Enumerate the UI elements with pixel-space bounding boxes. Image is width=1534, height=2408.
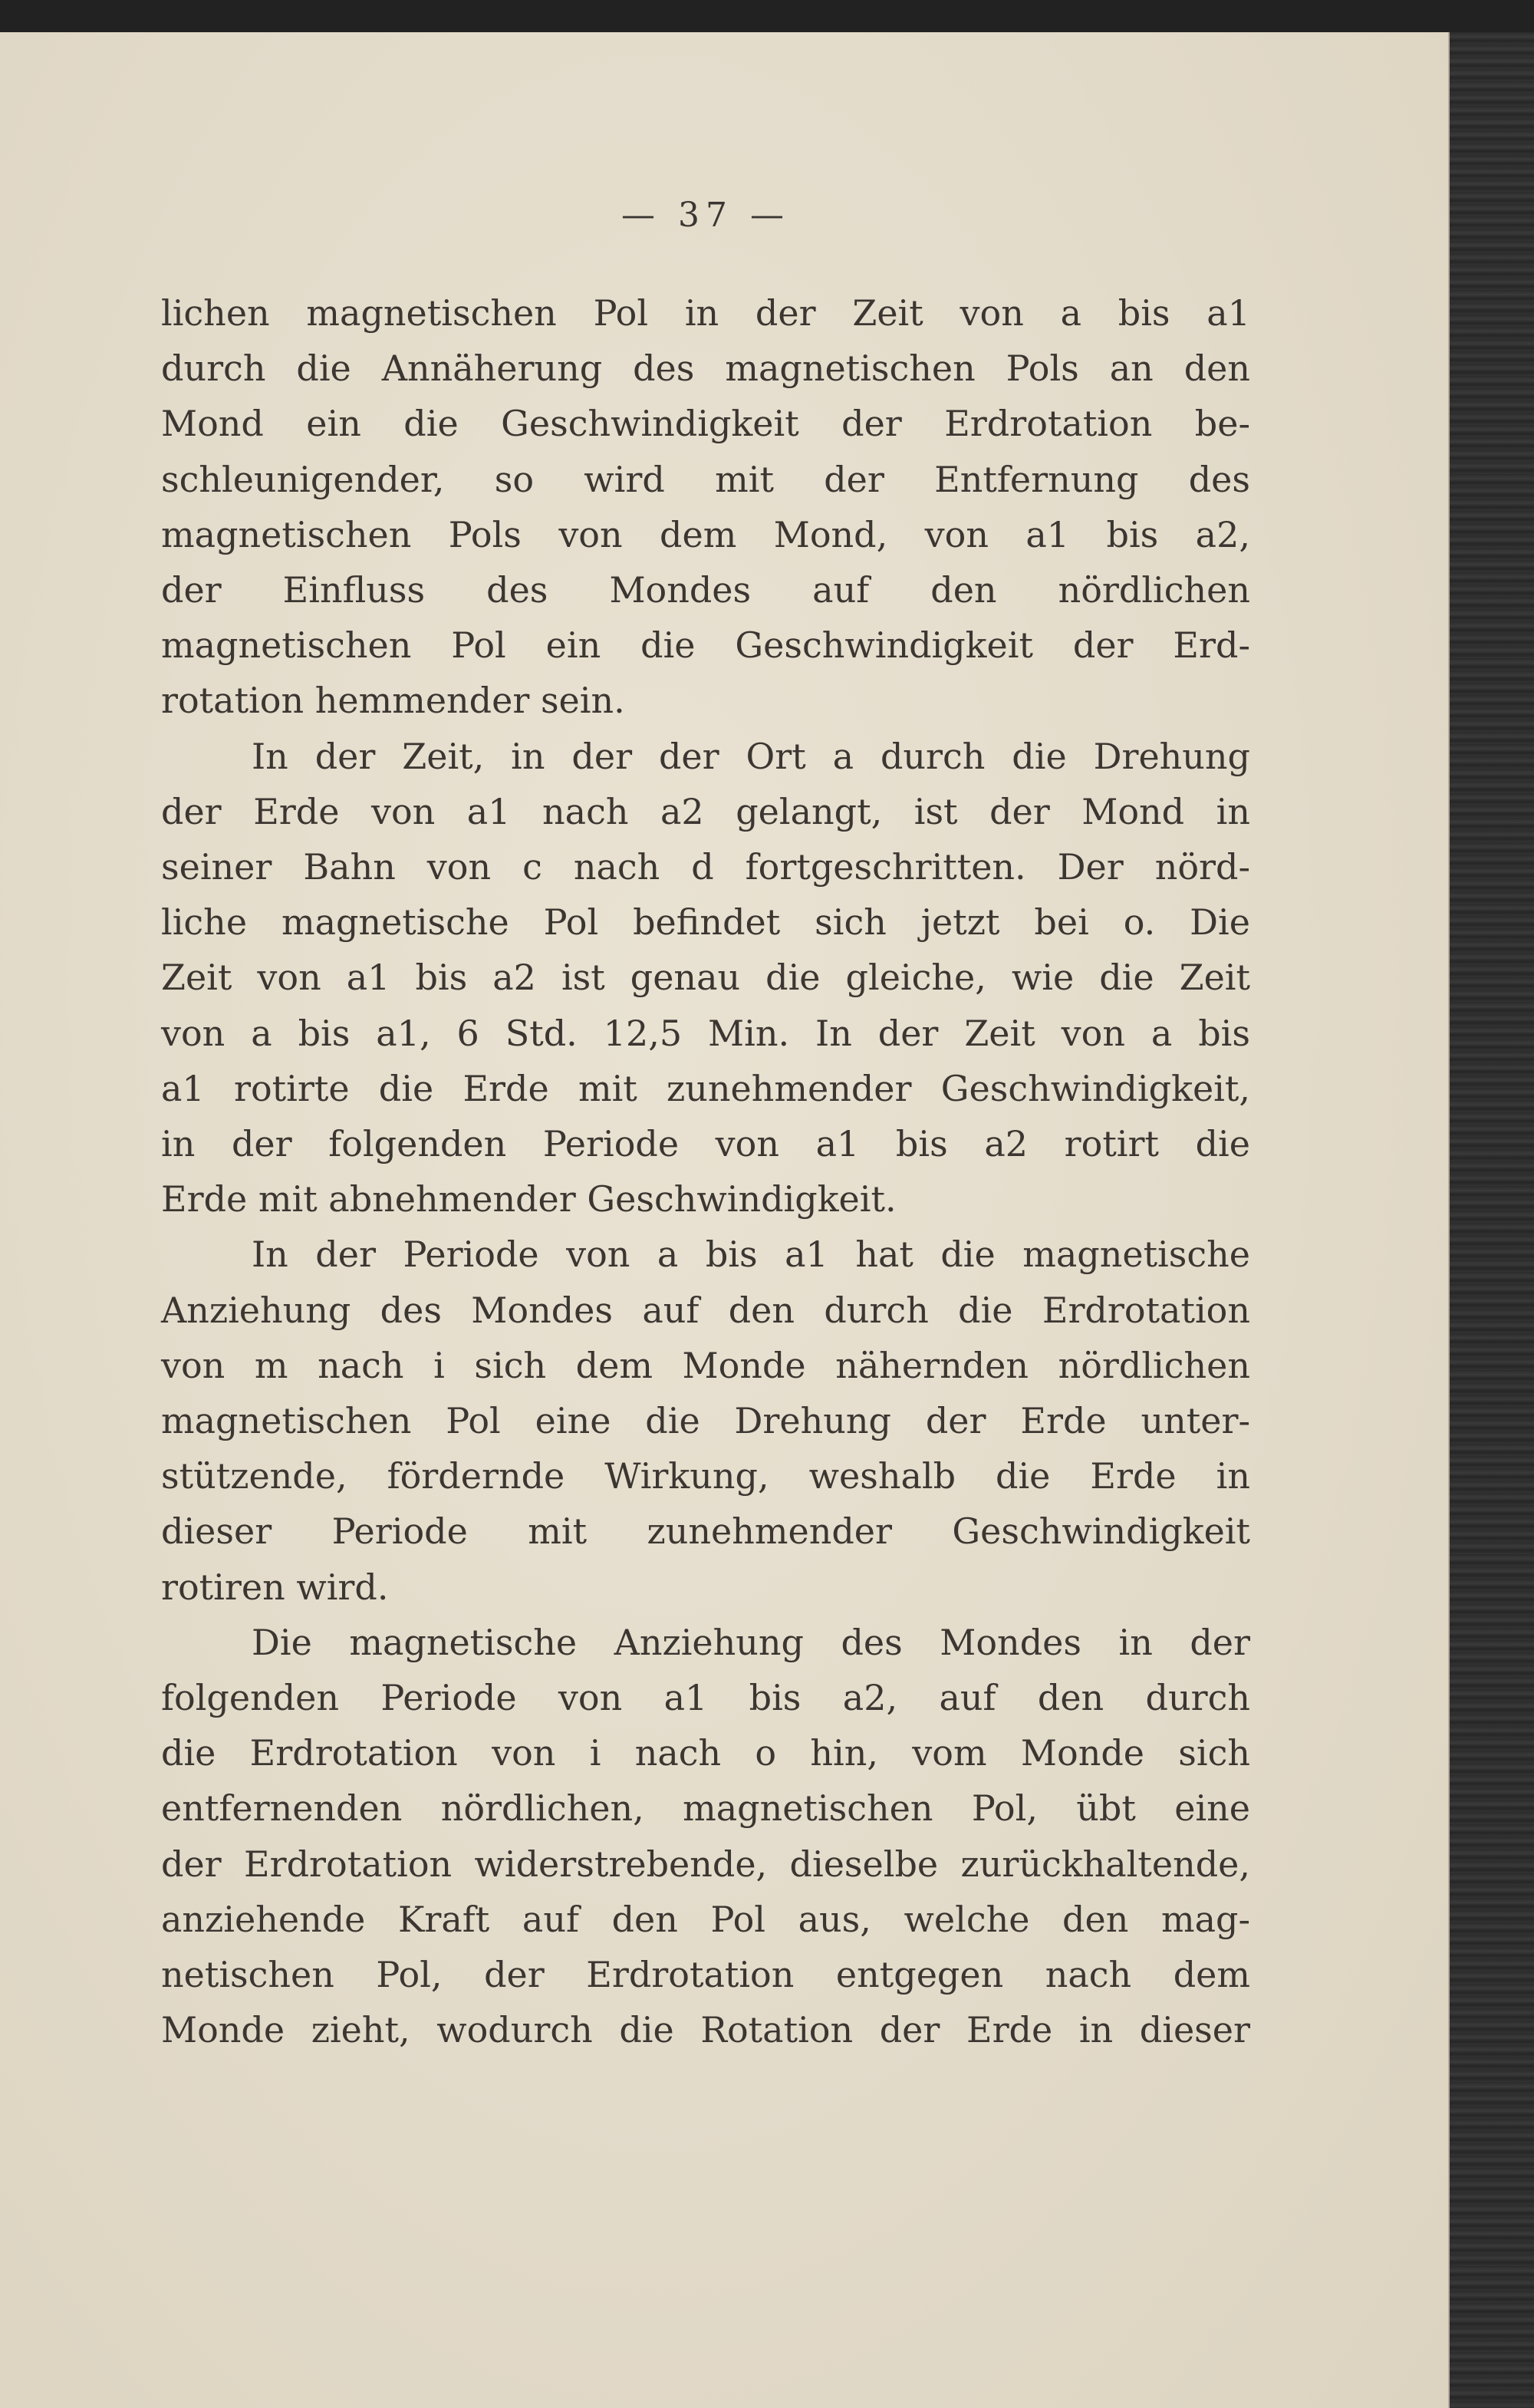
- text-line: Zeit von a1 bis a2 ist genau die gleiche, wie die Zeit: [161, 957, 1250, 999]
- text-line: liche magnetische Pol befindet sich jetzt bei o. Die: [161, 901, 1250, 944]
- text-line: folgenden Periode von a1 bis a2, auf den durch: [161, 1677, 1250, 1719]
- text-line: magnetischen Pol ein die Geschwindigkeit der Erd-: [161, 624, 1250, 667]
- text-line: die Erdrotation von i nach o hin, vom Monde sich: [161, 1732, 1250, 1774]
- text-line: Mond ein die Geschwindigkeit der Erdrotation be-: [161, 403, 1250, 445]
- text-line: entfernenden nördlichen, magnetischen Pol, übt eine: [161, 1787, 1250, 1830]
- text-line: Anziehung des Mondes auf den durch die Erdrotation: [161, 1289, 1250, 1331]
- page-number: — 37 —: [621, 196, 790, 235]
- text-line: anziehende Kraft auf den Pol aus, welche den mag-: [161, 1898, 1250, 1940]
- text-line: von a bis a1, 6 Std. 12,5 Min. In der Zeit von a bis: [161, 1012, 1250, 1054]
- text-line: stützende, fördernde Wirkung, weshalb die Erde in: [161, 1455, 1250, 1497]
- text-line: durch die Annäherung des magnetischen Pols an den: [161, 348, 1250, 390]
- text-line: der Erdrotation widerstrebende, dieselbe zurückhaltende,: [161, 1843, 1250, 1885]
- text-line: magnetischen Pol eine die Drehung der Erde unter-: [161, 1400, 1250, 1442]
- text-line: a1 rotirte die Erde mit zunehmender Geschwindigkeit,: [161, 1067, 1250, 1109]
- book-binding: [1450, 32, 1534, 2408]
- text-line: Erde mit abnehmender Geschwindigkeit.: [161, 1178, 897, 1220]
- text-line: der Einfluss des Mondes auf den nördlichen: [161, 569, 1250, 611]
- body-text: [161, 285, 1250, 2058]
- text-line: in der folgenden Periode von a1 bis a2 rotirt die: [161, 1123, 1250, 1165]
- text-line: Die magnetische Anziehung des Mondes in der: [252, 1621, 1250, 1663]
- text-line: Monde zieht, wodurch die Rotation der Erde in dieser: [161, 2009, 1250, 2051]
- text-line: schleunigender, so wird mit der Entfernung des: [161, 458, 1250, 500]
- text-line: In der Periode von a bis a1 hat die magnetische: [252, 1234, 1250, 1276]
- text-line: lichen magnetischen Pol in der Zeit von a bis a1: [161, 292, 1250, 334]
- scan-top-border: [0, 0, 1534, 34]
- text-line: von m nach i sich dem Monde nähernden nördlichen: [161, 1344, 1250, 1386]
- text-line: seiner Bahn von c nach d fortgeschritten. Der nörd-: [161, 846, 1250, 888]
- text-line: der Erde von a1 nach a2 gelangt, ist der Mond in: [161, 790, 1250, 832]
- text-line: netischen Pol, der Erdrotation entgegen nach dem: [161, 1954, 1250, 1996]
- text-line: magnetischen Pols von dem Mond, von a1 bis a2,: [161, 513, 1250, 555]
- text-line: dieser Periode mit zunehmender Geschwindigkeit: [161, 1510, 1250, 1553]
- text-line: rotiren wird.: [161, 1566, 389, 1608]
- text-line: In der Zeit, in der der Ort a durch die Drehung: [252, 735, 1250, 777]
- text-line: rotation hemmender sein.: [161, 680, 625, 722]
